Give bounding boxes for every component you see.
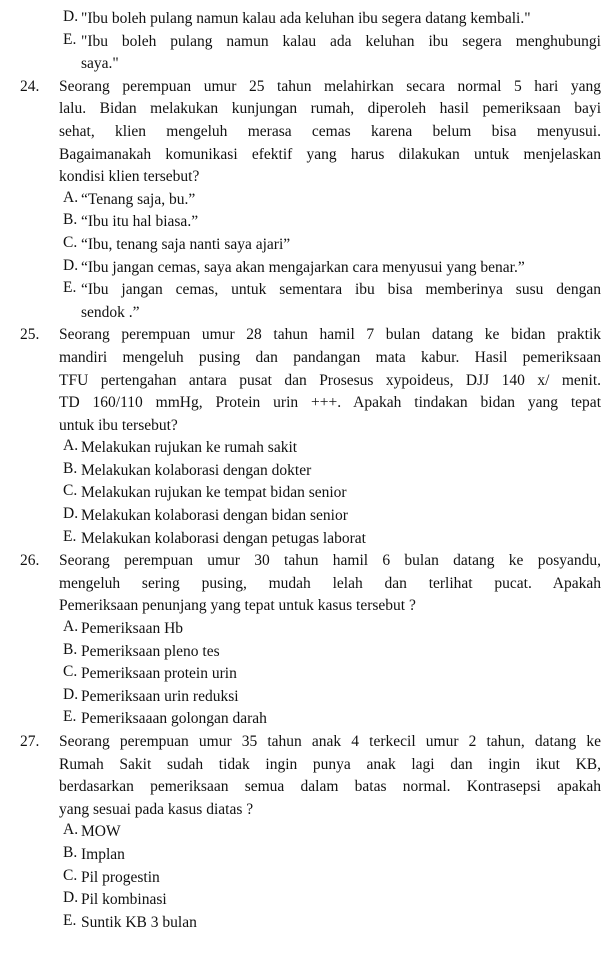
option-label: A. — [63, 188, 79, 206]
question-number: 24. — [20, 77, 40, 95]
question-text-line: Rumah Sakit sudah tidak ingin punya anak lagi dan ingin ikut KB, — [59, 755, 601, 773]
option-text — [81, 708, 601, 731]
option-label: E. — [63, 279, 77, 297]
answer-option — [20, 31, 601, 76]
answer-option — [20, 189, 601, 212]
question-text-line: TD 160/110 mmHg, Protein urin +++. Apakah tindakan bidan yang tepat — [59, 394, 601, 412]
option-label: E. — [63, 30, 77, 48]
answer-option — [20, 708, 601, 731]
option-label: C. — [63, 866, 78, 884]
option-text-line: Pemeriksaan protein urin — [81, 665, 237, 683]
option-text — [81, 505, 601, 528]
option-label: D. — [63, 8, 79, 25]
option-label: D. — [63, 505, 79, 523]
option-text — [81, 189, 601, 212]
option-text — [81, 844, 601, 867]
option-text-line: Suntik KB 3 bulan — [81, 913, 197, 931]
option-label: D. — [63, 889, 79, 907]
option-text — [81, 641, 601, 664]
question-list — [20, 76, 601, 935]
answer-option — [20, 257, 601, 280]
answer-option — [20, 912, 601, 935]
option-text — [81, 663, 601, 686]
option-text — [81, 821, 601, 844]
option-text-line: “Ibu jangan cemas, saya akan mengajarkan cara menyusui yang benar.” — [81, 258, 525, 276]
option-text-line: Melakukan kolaborasi dengan petugas laborat — [81, 529, 366, 547]
option-text — [81, 889, 601, 912]
question-text-line: TFU pertengahan antara pusat dan Prosesus xypoideus, DJJ 140 x/ menit. — [59, 371, 601, 389]
option-label: A. — [63, 618, 79, 636]
option-text — [81, 912, 601, 935]
option-text-line: Pil progestin — [81, 868, 160, 886]
option-text-line: Melakukan rujukan ke tempat bidan senior — [81, 484, 347, 502]
option-text — [81, 686, 601, 709]
answer-option — [20, 234, 601, 257]
previous-question-options — [20, 8, 601, 76]
question-text-line: Bagaimanakah komunikasi efektif yang harus dilakukan untuk menjelaskan — [59, 145, 601, 163]
option-label: C. — [63, 663, 78, 681]
option-label: E. — [63, 708, 77, 726]
option-text — [81, 437, 601, 460]
option-label: D. — [63, 256, 79, 274]
question-text-line: berdasarkan pemeriksaan semua dalam batas normal. Kontrasepsi apakah — [59, 778, 601, 796]
option-text — [81, 279, 601, 324]
question-text-line: sehat, klien mengeluh merasa cemas karena belum bisa menyusui. — [59, 122, 601, 140]
option-text — [81, 460, 601, 483]
question-text — [59, 76, 601, 189]
question-text-line: Seorang perempuan umur 35 tahun anak 4 terkecil umur 2 tahun, datang ke — [59, 733, 601, 750]
question-number: 25. — [20, 326, 40, 344]
question-stem — [20, 76, 601, 189]
option-text — [81, 31, 601, 76]
question-text-line: untuk ibu tersebut? — [59, 416, 178, 434]
question-text-line: Seorang perempuan umur 30 tahun hamil 6 bulan datang ke posyandu, — [59, 552, 601, 570]
option-text-line: sendok .” — [81, 303, 140, 321]
answer-option — [20, 618, 601, 641]
answer-option — [20, 482, 601, 505]
option-text-line: MOW — [81, 823, 121, 841]
option-text-line: “Ibu, tenang saja nanti saya ajari” — [81, 235, 291, 253]
option-text-line: saya." — [81, 55, 119, 73]
option-text-line: “Tenang saja, bu.” — [81, 190, 196, 208]
option-label: B. — [63, 843, 78, 861]
question-text — [59, 324, 601, 437]
question-text-line: yang sesuai pada kasus diatas ? — [59, 800, 254, 818]
answer-option — [20, 641, 601, 664]
answer-option — [20, 505, 601, 528]
option-label: A. — [63, 821, 79, 839]
answer-option — [20, 437, 601, 460]
option-label: B. — [63, 640, 78, 658]
option-text — [81, 618, 601, 641]
answer-option — [20, 821, 601, 844]
answer-option — [20, 279, 601, 324]
option-label: C. — [63, 233, 78, 251]
option-text — [81, 528, 601, 551]
option-text-line: Implan — [81, 845, 125, 863]
option-label: D. — [63, 685, 79, 703]
option-label: B. — [63, 211, 78, 229]
option-text-line: “Ibu itu hal biasa.” — [81, 213, 199, 231]
option-text — [81, 482, 601, 505]
question-text-line: Seorang perempuan umur 28 tahun hamil 7 bulan datang ke bidan praktik — [59, 326, 601, 344]
option-text-line: "Ibu boleh pulang namun kalau ada keluhan ibu segera menghubungi — [81, 32, 601, 50]
option-text — [81, 8, 601, 31]
option-text-line: Pemeriksaan urin reduksi — [81, 687, 239, 705]
question-text-line: mandiri mengeluh pusing dan pandangan mata kabur. Hasil pemeriksaan — [59, 348, 601, 366]
question-number: 27. — [20, 733, 40, 750]
answer-option — [20, 889, 601, 912]
answer-option — [20, 663, 601, 686]
question-stem — [20, 324, 601, 437]
option-text — [81, 234, 601, 257]
question-number: 26. — [20, 552, 40, 570]
question-text-line: Seorang perempuan umur 25 tahun melahirkan secara normal 5 hari yang — [59, 77, 601, 95]
question-text-line: mengeluh sering pusing, mudah lelah dan terlihat pucat. Apakah — [59, 574, 601, 592]
answer-option — [20, 8, 601, 31]
option-label: E. — [63, 527, 77, 545]
option-text-line: Melakukan rujukan ke rumah sakit — [81, 439, 298, 457]
option-text — [81, 867, 601, 890]
question-stem — [20, 550, 601, 618]
answer-option — [20, 211, 601, 234]
option-text — [81, 257, 601, 280]
answer-option — [20, 460, 601, 483]
option-text — [81, 211, 601, 234]
option-text-line: Pemeriksaaan golongan darah — [81, 710, 267, 728]
question-stem — [20, 731, 601, 821]
option-label: A. — [63, 437, 79, 455]
question-text-line: kondisi klien tersebut? — [59, 168, 200, 186]
option-text-line: Pemeriksaan Hb — [81, 620, 184, 638]
option-text-line: Pil kombinasi — [81, 891, 167, 909]
question-text — [59, 550, 601, 618]
answer-option — [20, 844, 601, 867]
option-label: B. — [63, 459, 78, 477]
answer-option — [20, 528, 601, 551]
question-text-line: Pemeriksaan penunjang yang tepat untuk kasus tersebut ? — [59, 597, 416, 615]
option-label: C. — [63, 482, 78, 500]
answer-option — [20, 686, 601, 709]
option-text-line: Melakukan kolaborasi dengan dokter — [81, 461, 312, 479]
question-text — [59, 731, 601, 821]
option-text-line: “Ibu jangan cemas, untuk sementara ibu bisa memberinya susu dengan — [81, 281, 601, 299]
option-text-line: Pemeriksaan pleno tes — [81, 642, 220, 660]
option-label: E. — [63, 911, 77, 929]
option-text-line: "Ibu boleh pulang namun kalau ada keluhan ibu segera datang kembali." — [81, 10, 531, 27]
question-text-line: lalu. Bidan melakukan kunjungan rumah, diperoleh hasil pemeriksaan bayi — [59, 100, 601, 118]
option-text-line: Melakukan kolaborasi dengan bidan senior — [81, 507, 348, 525]
answer-option — [20, 867, 601, 890]
